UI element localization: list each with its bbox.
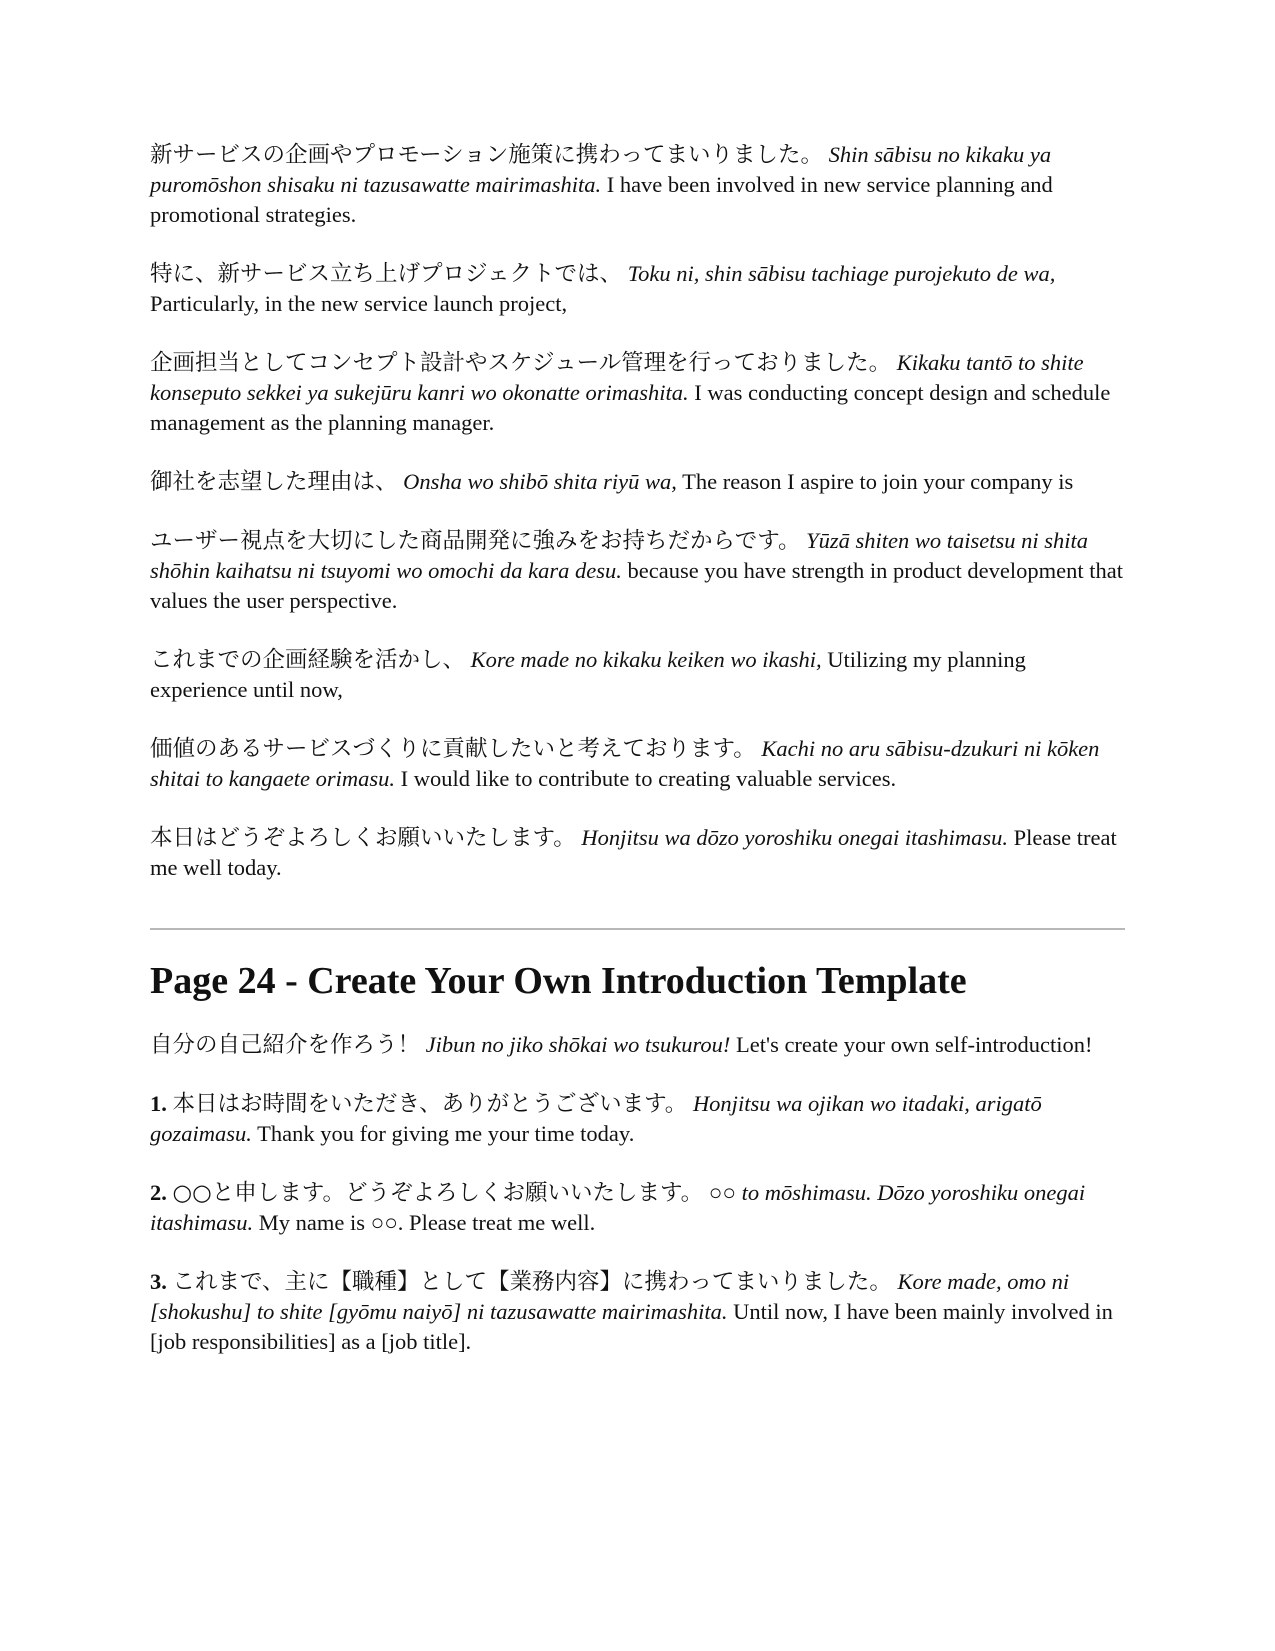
template-item — [150, 1089, 1125, 1149]
japanese-text: 企画担当としてコンセプト設計やスケジュール管理を行っておりました。 — [150, 350, 892, 376]
japanese-text: 本日はお時間をいただき、ありがとうございます。 — [172, 1091, 688, 1117]
japanese-text: 自分の自己紹介を作ろう！ — [150, 1032, 421, 1058]
romaji-text: Yūzā shiten wo taisetsu ni shita shōhin kaihatsu ni tsuyomi wo omochi da kara desu. — [150, 528, 1089, 583]
japanese-text: 特に、新サービス立ち上げプロジェクトでは、 — [150, 261, 623, 287]
english-text: The reason I aspire to join your company is — [682, 469, 1074, 494]
phrase-paragraph — [150, 526, 1125, 616]
japanese-text: 新サービスの企画やプロモーション施策に携わってまいりました。 — [150, 142, 823, 168]
japanese-text: 価値のあるサービスづくりに貢献したいと考えております。 — [150, 736, 756, 762]
romaji-text: Kikaku tantō to shite konseputo sekkei ya sukejūru kanri wo okonatte orimashita. — [150, 350, 1084, 405]
romaji-text: ○○ to mōshimasu. Dōzo yoroshiku onegai itashimasu. — [150, 1180, 1086, 1235]
phrase-paragraph — [150, 734, 1125, 794]
japanese-text: これまでの企画経験を活かし、 — [150, 647, 466, 673]
english-text: because you have strength in product development that values the user perspective. — [150, 558, 1123, 613]
english-text: Please treat me well today. — [150, 825, 1117, 880]
romaji-text: Jibun no jiko shōkai wo tsukurou! — [425, 1032, 731, 1057]
japanese-text: 御社を志望した理由は、 — [150, 469, 398, 495]
item-number: 2. — [150, 1180, 167, 1205]
english-text: I would like to contribute to creating valuable services. — [400, 766, 897, 791]
template-item — [150, 1267, 1125, 1357]
section-divider — [150, 928, 1125, 930]
english-text: Thank you for giving me your time today. — [257, 1121, 635, 1146]
intro-paragraph — [150, 1030, 1125, 1060]
phrase-paragraph — [150, 467, 1125, 497]
item-number: 1. — [150, 1091, 167, 1116]
romaji-text: Kore made no kikaku keiken wo ikashi, — [470, 647, 822, 672]
english-text: Let's create your own self-introduction! — [736, 1032, 1093, 1057]
romaji-text: Shin sābisu no kikaku ya puromōshon shisaku ni tazusawatte mairimashita. — [150, 142, 1052, 197]
english-text: I have been involved in new service planning and promotional strategies. — [150, 172, 1053, 227]
english-text: I was conducting concept design and schedule management as the planning manager. — [150, 380, 1111, 435]
phrase-paragraph — [150, 140, 1125, 230]
japanese-text: これまで、主に【職種】として【業務内容】に携わってまいりました。 — [172, 1269, 892, 1295]
romaji-text: Honjitsu wa dōzo yoroshiku onegai itashimasu. — [581, 825, 1009, 850]
romaji-text: Kachi no aru sābisu-dzukuri ni kōken shitai to kangaete orimasu. — [150, 736, 1100, 791]
japanese-text: ユーザー視点を大切にした商品開発に強みをお持ちだからです。 — [150, 528, 801, 554]
phrase-paragraph — [150, 645, 1125, 705]
romaji-text: Honjitsu wa ojikan wo itadaki, arigatō gozaimasu. — [150, 1091, 1042, 1146]
english-text: My name is ○○. Please treat me well. — [258, 1210, 596, 1235]
japanese-text: ○○と申します。どうぞよろしくお願いいたします。 — [172, 1180, 704, 1206]
romaji-text: Kore made, omo ni [shokushu] to shite [gyōmu naiyō] ni tazusawatte mairimashita. — [150, 1269, 1070, 1324]
english-text: Utilizing my planning experience until now, — [150, 647, 1026, 702]
item-number: 3. — [150, 1269, 167, 1294]
romaji-text: Toku ni, shin sābisu tachiage purojekuto de wa, — [627, 261, 1056, 286]
english-text: Particularly, in the new service launch project, — [150, 291, 568, 316]
phrase-paragraph — [150, 259, 1125, 319]
phrase-paragraph — [150, 348, 1125, 438]
japanese-text: 本日はどうぞよろしくお願いいたします。 — [150, 825, 576, 851]
page-title: Page 24 - Create Your Own Introduction Template — [150, 960, 967, 1002]
document-page — [150, 140, 1125, 1386]
phrase-paragraph — [150, 823, 1125, 883]
english-text: Until now, I have been mainly involved in [job responsibilities] as a [job title]. — [150, 1299, 1113, 1354]
romaji-text: Onsha wo shibō shita riyū wa, — [403, 469, 677, 494]
template-item — [150, 1178, 1125, 1238]
